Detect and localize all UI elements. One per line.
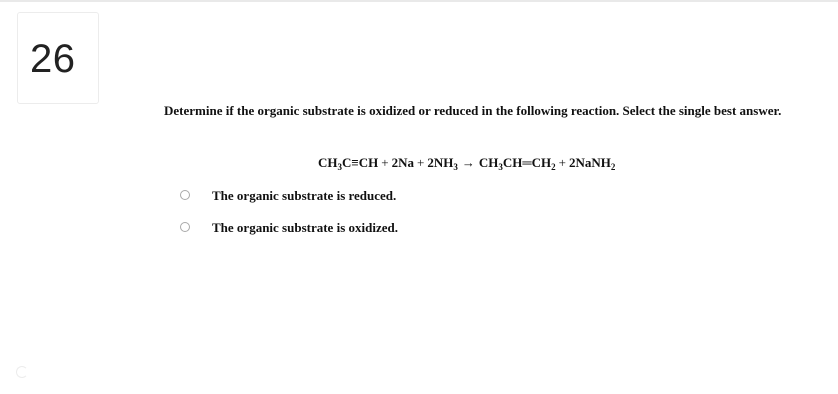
reactant-sodium: 2Na: [391, 155, 415, 170]
plus-sign: +: [417, 155, 425, 170]
plus-sign: +: [381, 155, 389, 170]
answer-option-label: The organic substrate is oxidized.: [212, 219, 398, 235]
question-number-box: [17, 12, 99, 104]
reactant-propyne: $CH_3C\equiv CH$: [318, 155, 379, 172]
reactant-ammonia: $2NH_3$: [427, 155, 458, 172]
faint-corner-icon: [16, 366, 28, 378]
answer-option-label: The organic substrate is reduced.: [212, 187, 397, 203]
radio-button-icon[interactable]: [180, 222, 190, 232]
answer-option-oxidized[interactable]: [180, 218, 398, 236]
question-number: 26: [30, 37, 76, 81]
plus-sign: +: [558, 155, 566, 170]
product-propene: $CH_3CH═CH_2$: [478, 155, 556, 172]
product-sodium-amide: 2NaNH$_2$: [568, 155, 616, 172]
answer-option-reduced[interactable]: [180, 186, 396, 204]
top-divider: [0, 0, 838, 2]
reaction-arrow-icon: →: [461, 155, 475, 170]
radio-button-icon[interactable]: [180, 190, 190, 200]
question-prompt: Determine if the organic substrate is oxidized or reduced in the following reaction. Select the single best answer.: [164, 103, 782, 118]
reaction-equation: [318, 154, 615, 172]
